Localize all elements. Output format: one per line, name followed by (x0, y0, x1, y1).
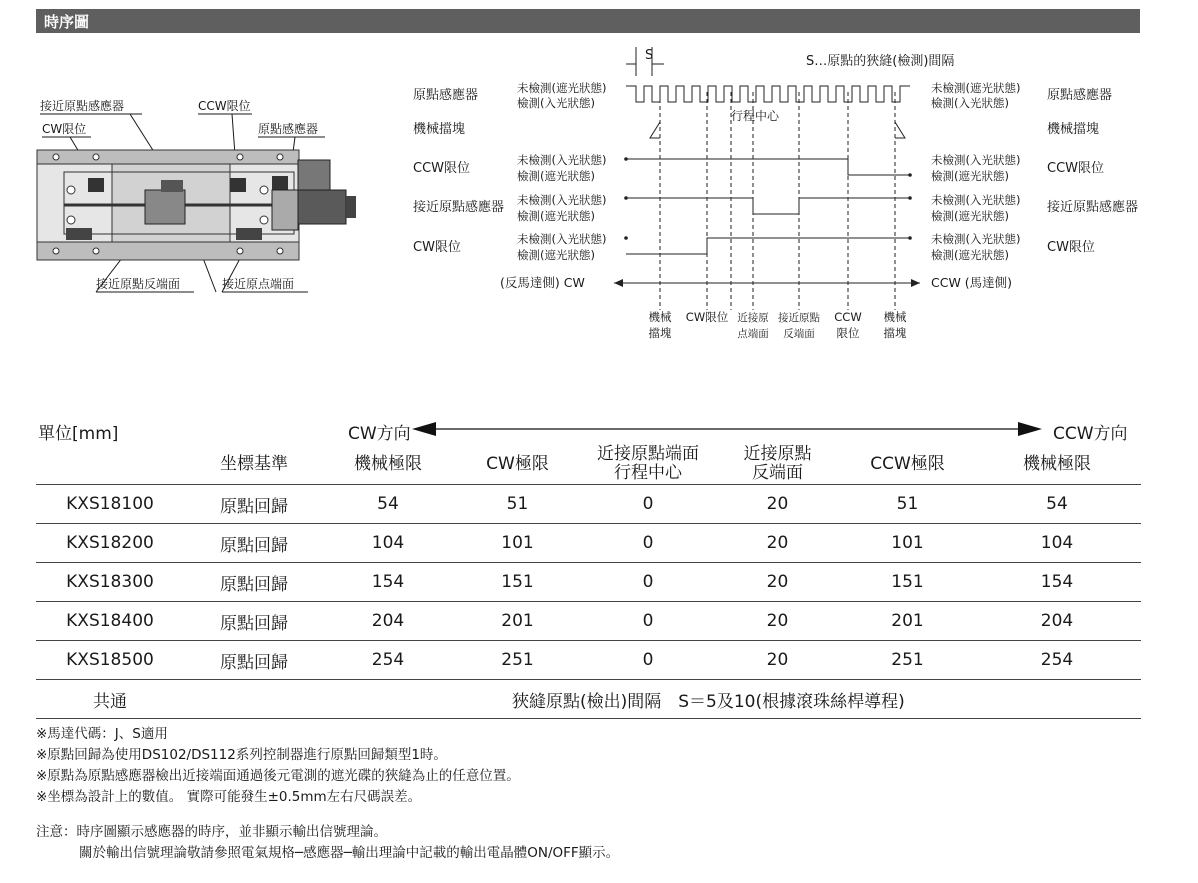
cell-near-origin: 0 (583, 485, 713, 524)
cw-direction-label: CW方向 (348, 424, 411, 444)
row-left-cw: CW限位 (413, 240, 461, 255)
cell-near-origin: 0 (583, 524, 713, 563)
header-near-reverse (713, 444, 842, 485)
cell-model: KXS18100 (36, 485, 184, 524)
row-left-near: 接近原點感應器 (413, 200, 505, 215)
cell-basis: 原點回歸 (184, 641, 324, 680)
ccw-limit-wave (626, 159, 910, 175)
label-ccw-limit: CCW限位 (198, 99, 251, 113)
state-r-ccw-1: 未檢測(入光狀態) (931, 153, 1021, 167)
cell-mech-ccw: 254 (973, 641, 1141, 680)
state-l-ccw-2: 檢測(遮光狀態) (517, 169, 595, 183)
state-r-ccw-2: 檢測(遮光狀態) (931, 169, 1009, 183)
label-near-origin-end-face: 接近原点端面 (222, 277, 295, 291)
near-origin-wave (626, 198, 910, 214)
header-near-origin-l1: 近接原點端面 (597, 444, 699, 464)
row-left-origin: 原點感應器 (413, 88, 479, 103)
timing-travel-center: 行程中心 (731, 109, 780, 123)
notice-block (36, 822, 619, 864)
cell-mech-cw: 204 (324, 602, 452, 641)
stop-right-mark (895, 122, 905, 138)
row-left-stop: 機械擋塊 (413, 122, 466, 137)
cell-basis: 原點回歸 (184, 563, 324, 602)
header-near-reverse-l2: 反端面 (752, 463, 803, 483)
state-l-cw-1: 未檢測(入光狀態) (517, 232, 607, 246)
cell-common-label: 共通 (36, 680, 184, 719)
state-r-near-2: 檢測(遮光狀態) (931, 209, 1009, 223)
cell-model: KXS18400 (36, 602, 184, 641)
row-right-ccw: CCW限位 (1047, 161, 1105, 176)
cell-mech-ccw: 154 (973, 563, 1141, 602)
row-right-near: 接近原點感應器 (1047, 200, 1139, 215)
notice-line-2: 關於輸出信號理論敬請參照電氣規格─感應器─輸出理論中記載的輸出電晶體ON/OFF顯示。 (79, 845, 620, 861)
note-item: ※原點為原點感應器檢出近接端面通過後元電測的遮光碟的狹縫為止的任意位置。 (36, 768, 520, 784)
state-l-near-2: 檢測(遮光狀態) (517, 209, 595, 223)
state-l-near-1: 未檢測(入光狀態) (517, 193, 607, 207)
state-r-origin-1: 未檢測(遮光狀態) (931, 81, 1021, 95)
bl-stop-r-1: 機械 (883, 310, 907, 324)
bl-cw-1: CW限位 (685, 310, 729, 324)
cell-near-reverse: 20 (713, 485, 842, 524)
cell-mech-cw: 154 (324, 563, 452, 602)
timing-s-label: S (645, 48, 654, 63)
timing-slit-note: S…原點的狹縫(檢測)間隔 (806, 54, 955, 69)
label-cw-limit: CW限位 (42, 122, 87, 136)
origin-signal-wave (626, 86, 910, 102)
cell-cw-limit: 51 (452, 485, 583, 524)
label-near-origin-reverse-face: 接近原點反端面 (96, 277, 181, 291)
dir-right: CCW (馬達側) (931, 275, 1013, 290)
row-right-stop: 機械擋塊 (1047, 122, 1100, 137)
cell-ccw-limit: 251 (842, 641, 973, 680)
cell-cw-limit: 151 (452, 563, 583, 602)
ccw-direction-label: CCW方向 (1053, 424, 1128, 444)
bl-near-rev-2: 反端面 (783, 328, 815, 340)
table-common-row (36, 680, 1141, 719)
state-r-cw-2: 檢測(遮光狀態) (931, 248, 1009, 262)
table-row (36, 641, 1141, 680)
header-basis: 坐標基準 (184, 444, 324, 485)
cell-basis: 原點回歸 (184, 602, 324, 641)
cell-model: KXS18300 (36, 563, 184, 602)
cell-ccw-limit: 101 (842, 524, 973, 563)
notes-block (36, 724, 520, 808)
note-item: ※坐標為設計上的數值。 實際可能發生±0.5mm左右尺碼誤差。 (36, 789, 422, 805)
bl-near-end-1: 近接原 (737, 312, 769, 324)
cell-common-text: 狹縫原點(檢出)間隔 S＝5及10(根據滾珠絲桿導程) (452, 680, 1141, 719)
note-item: ※馬達代碼：J、S適用 (36, 726, 168, 742)
bl-ccw-1: CCW (834, 310, 862, 324)
table-row (36, 602, 1141, 641)
row-right-origin: 原點感應器 (1047, 88, 1113, 103)
header-model (36, 444, 184, 485)
state-l-cw-2: 檢測(遮光狀態) (517, 248, 595, 262)
cell-cw-limit: 251 (452, 641, 583, 680)
state-l-origin-1: 未檢測(遮光狀態) (517, 81, 607, 95)
cell-mech-cw: 254 (324, 641, 452, 680)
header-near-reverse-l1: 近接原點 (743, 444, 812, 464)
header-ccw-limit: CCW極限 (842, 444, 973, 485)
state-l-ccw-1: 未檢測(入光狀態) (517, 153, 607, 167)
header-near-origin (583, 444, 713, 485)
header-near-origin-l2: 行程中心 (614, 463, 682, 483)
bl-near-rev-1: 接近原點 (778, 312, 820, 324)
bl-near-end-2: 点端面 (737, 328, 769, 340)
label-origin-sensor: 原點感應器 (258, 122, 319, 136)
state-r-origin-2: 檢測(入光狀態) (931, 96, 1009, 110)
direction-arrow (412, 420, 1042, 438)
cell-model: KXS18500 (36, 641, 184, 680)
cell-cw-limit: 101 (452, 524, 583, 563)
table-row (36, 485, 1141, 524)
cell-near-reverse: 20 (713, 563, 842, 602)
mechanism-diagram (30, 92, 370, 297)
cell-ccw-limit: 51 (842, 485, 973, 524)
section-header (36, 9, 1140, 33)
table-header-row (36, 444, 1141, 485)
cell-mech-ccw: 54 (973, 485, 1141, 524)
dir-left: (反馬達側) CW (500, 275, 585, 290)
stop-left-mark (650, 122, 660, 138)
header-cw-limit: CW極限 (452, 444, 583, 485)
bl-ccw-2: 限位 (836, 326, 860, 340)
section-title: 時序圖 (44, 13, 90, 31)
bl-stop-l-1: 機械 (648, 310, 672, 324)
cell-near-reverse: 20 (713, 602, 842, 641)
cell-basis: 原點回歸 (184, 524, 324, 563)
header-mech-limit-cw: 機械極限 (324, 444, 452, 485)
bl-stop-l-2: 擋塊 (648, 326, 672, 340)
row-right-cw: CW限位 (1047, 240, 1095, 255)
cell-mech-cw: 54 (324, 485, 452, 524)
state-r-cw-1: 未檢測(入光狀態) (931, 232, 1021, 246)
cell-mech-ccw: 104 (973, 524, 1141, 563)
unit-label: 單位[mm] (38, 424, 119, 444)
cw-limit-wave (626, 238, 910, 254)
timing-chart (400, 44, 1145, 344)
bl-stop-r-2: 擋塊 (883, 326, 907, 340)
row-left-ccw: CCW限位 (413, 161, 471, 176)
cell-near-reverse: 20 (713, 641, 842, 680)
cell-mech-cw: 104 (324, 524, 452, 563)
cell-near-reverse: 20 (713, 524, 842, 563)
cell-model: KXS18200 (36, 524, 184, 563)
cell-near-origin: 0 (583, 641, 713, 680)
note-item: ※原點回歸為使用DS102/DS112系列控制器進行原點回歸類型1時。 (36, 747, 447, 763)
cell-near-origin: 0 (583, 563, 713, 602)
cell-ccw-limit: 151 (842, 563, 973, 602)
cell-basis: 原點回歸 (184, 485, 324, 524)
cell-cw-limit: 201 (452, 602, 583, 641)
table-row (36, 563, 1141, 602)
label-near-origin-sensor: 接近原點感應器 (40, 99, 125, 113)
table-row (36, 524, 1141, 563)
state-l-origin-2: 檢測(入光狀態) (517, 96, 595, 110)
cell-near-origin: 0 (583, 602, 713, 641)
notice-line-1: 注意：時序圖顯示感應器的時序，並非顯示輸出信號理論。 (36, 824, 387, 840)
state-r-near-1: 未檢測(入光狀態) (931, 193, 1021, 207)
spec-table (36, 444, 1141, 719)
header-mech-limit-ccw: 機械極限 (973, 444, 1141, 485)
cell-mech-ccw: 204 (973, 602, 1141, 641)
cell-ccw-limit: 201 (842, 602, 973, 641)
